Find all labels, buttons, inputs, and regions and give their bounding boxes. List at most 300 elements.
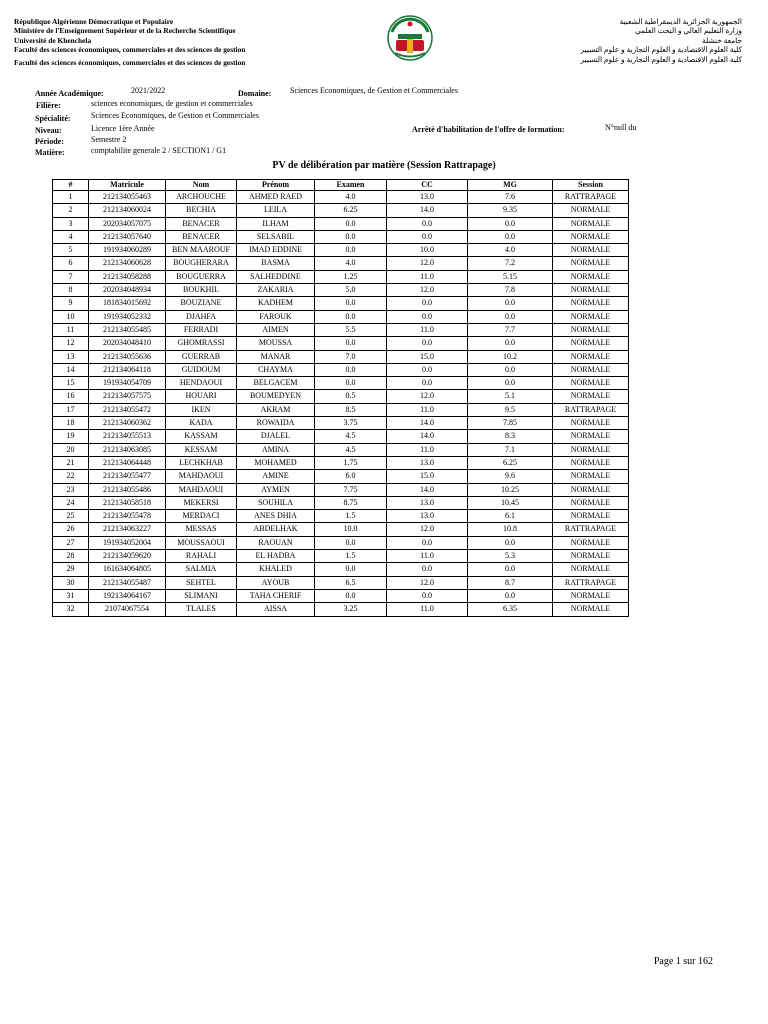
examen-cell: 8.5: [315, 403, 387, 416]
row-index: 5: [53, 244, 89, 257]
session-cell: NORMALE: [553, 337, 629, 350]
header-right-line: كلية العلوم الاقتصادية و العلوم التجارية و علوم التسيير: [580, 54, 742, 64]
row-index: 2: [53, 204, 89, 217]
table-row: [53, 603, 629, 616]
session-cell: NORMALE: [553, 496, 629, 509]
prenom-cell: KADHEM: [237, 297, 315, 310]
matricule-cell: 181834015692: [89, 297, 166, 310]
column-header: Matricule: [89, 180, 166, 191]
mg-cell: 7.8: [468, 284, 553, 297]
mg-cell: 9.5: [468, 403, 553, 416]
matricule-cell: 212134058288: [89, 270, 166, 283]
prenom-cell: AMINA: [237, 443, 315, 456]
prenom-cell: ROWAIDA: [237, 417, 315, 430]
session-cell: RATTRAPAGE: [553, 191, 629, 204]
session-cell: RATTRAPAGE: [553, 523, 629, 536]
cc-cell: 0.0: [387, 563, 468, 576]
niveau-value: Licence 1ère Année: [91, 124, 155, 133]
session-cell: NORMALE: [553, 363, 629, 376]
nom-cell: SALMIA: [166, 563, 237, 576]
table-row: [53, 363, 629, 376]
row-index: 21: [53, 456, 89, 469]
annee-value: 2021/2022: [131, 86, 166, 95]
header-right-line: الجمهورية الجزائرية الديمقراطية الشعبية: [619, 17, 742, 26]
examen-cell: 4.0: [315, 191, 387, 204]
mg-cell: 9.35: [468, 204, 553, 217]
mg-cell: 0.0: [468, 536, 553, 549]
nom-cell: MAHDAOUI: [166, 470, 237, 483]
examen-cell: 1.25: [315, 270, 387, 283]
mg-cell: 0.0: [468, 363, 553, 376]
cc-cell: 14.0: [387, 430, 468, 443]
cc-cell: 11.0: [387, 403, 468, 416]
matricule-cell: 212134064118: [89, 363, 166, 376]
header-left-line: Faculté des sciences économiques, commerciales et des sciences de gestion: [14, 45, 246, 55]
nom-cell: IKEN: [166, 403, 237, 416]
nom-cell: BOUGUERRA: [166, 270, 237, 283]
prenom-cell: SELSABIL: [237, 230, 315, 243]
cc-cell: 11.0: [387, 270, 468, 283]
examen-cell: 1.5: [315, 510, 387, 523]
prenom-cell: DJALEL: [237, 430, 315, 443]
prenom-cell: TAHA CHERIF: [237, 589, 315, 602]
cc-cell: 0.0: [387, 230, 468, 243]
table-row: [53, 390, 629, 403]
nom-cell: MESSAS: [166, 523, 237, 536]
matricule-cell: 212134055636: [89, 350, 166, 363]
table-row: [53, 510, 629, 523]
annee-label: Année Académique:: [35, 89, 104, 98]
examen-cell: 0.0: [315, 337, 387, 350]
matricule-cell: 212134055487: [89, 576, 166, 589]
session-cell: NORMALE: [553, 430, 629, 443]
nom-cell: GUIDOUM: [166, 363, 237, 376]
specialite-label: Spécialité:: [35, 114, 71, 123]
header-right-line: وزارة التعليم العالي و البحث العلمي: [635, 26, 742, 36]
row-index: 28: [53, 550, 89, 563]
examen-cell: 7.0: [315, 350, 387, 363]
matricule-cell: 191934052332: [89, 310, 166, 323]
table-row: [53, 589, 629, 602]
examen-cell: 7.75: [315, 483, 387, 496]
row-index: 19: [53, 430, 89, 443]
header-left-line: Ministère de l'Enseignement Supérieur et de la Recherche Scientifique: [14, 26, 236, 36]
matricule-cell: 212134060024: [89, 204, 166, 217]
row-index: 12: [53, 337, 89, 350]
cc-cell: 12.0: [387, 390, 468, 403]
prenom-cell: SOUHILA: [237, 496, 315, 509]
cc-cell: 11.0: [387, 550, 468, 563]
examen-cell: 0.0: [315, 563, 387, 576]
session-cell: NORMALE: [553, 297, 629, 310]
session-cell: NORMALE: [553, 536, 629, 549]
periode-value: Semestre 2: [91, 135, 127, 144]
domaine-value: Sciences Economiques, de Gestion et Commerciales: [290, 86, 458, 95]
session-cell: NORMALE: [553, 310, 629, 323]
matricule-cell: 212134055486: [89, 483, 166, 496]
matricule-cell: 202034057075: [89, 217, 166, 230]
cc-cell: 0.0: [387, 217, 468, 230]
page-number: Page 1 sur 162: [653, 956, 713, 967]
cc-cell: 0.0: [387, 589, 468, 602]
matricule-cell: 212134063085: [89, 443, 166, 456]
cc-cell: 0.0: [387, 536, 468, 549]
table-row: [53, 270, 629, 283]
table-row: [53, 230, 629, 243]
nom-cell: HENDAOUI: [166, 377, 237, 390]
row-index: 9: [53, 297, 89, 310]
periode-label: Période:: [35, 137, 64, 146]
nom-cell: SEHTEL: [166, 576, 237, 589]
prenom-cell: MOHAMED: [237, 456, 315, 469]
specialite-value: Sciences Economiques, de Gestion et Commerciales: [91, 111, 259, 120]
session-cell: NORMALE: [553, 284, 629, 297]
examen-cell: 0.0: [315, 363, 387, 376]
row-index: 30: [53, 576, 89, 589]
matricule-cell: 212134057575: [89, 390, 166, 403]
row-index: 24: [53, 496, 89, 509]
table-row: [53, 523, 629, 536]
row-index: 7: [53, 270, 89, 283]
examen-cell: 0.0: [315, 217, 387, 230]
session-cell: NORMALE: [553, 244, 629, 257]
row-index: 18: [53, 417, 89, 430]
grades-table: [52, 179, 629, 617]
row-index: 29: [53, 563, 89, 576]
mg-cell: 0.0: [468, 297, 553, 310]
table-row: [53, 563, 629, 576]
cc-cell: 12.0: [387, 284, 468, 297]
document-title: PV de délibération par matière (Session Rattrapage): [272, 160, 496, 171]
cc-cell: 13.0: [387, 191, 468, 204]
nom-cell: ARCHOUCHE: [166, 191, 237, 204]
table-row: [53, 191, 629, 204]
prenom-cell: MANAR: [237, 350, 315, 363]
table-row: [53, 403, 629, 416]
table-row: [53, 443, 629, 456]
row-index: 27: [53, 536, 89, 549]
niveau-label: Niveau:: [35, 126, 62, 135]
prenom-cell: BASMA: [237, 257, 315, 270]
nom-cell: BENACER: [166, 217, 237, 230]
prenom-cell: AMINE: [237, 470, 315, 483]
examen-cell: 0.0: [315, 310, 387, 323]
mg-cell: 5.3: [468, 550, 553, 563]
row-index: 16: [53, 390, 89, 403]
prenom-cell: AYMEN: [237, 483, 315, 496]
session-cell: NORMALE: [553, 510, 629, 523]
nom-cell: GUERRAB: [166, 350, 237, 363]
session-cell: NORMALE: [553, 589, 629, 602]
cc-cell: 13.0: [387, 456, 468, 469]
nom-cell: MEKERSI: [166, 496, 237, 509]
session-cell: NORMALE: [553, 550, 629, 563]
matricule-cell: 202034048410: [89, 337, 166, 350]
mg-cell: 7.85: [468, 417, 553, 430]
table-row: [53, 297, 629, 310]
session-cell: NORMALE: [553, 443, 629, 456]
matricule-cell: 202034048934: [89, 284, 166, 297]
prenom-cell: FAROUK: [237, 310, 315, 323]
table-body: [53, 191, 629, 617]
row-index: 13: [53, 350, 89, 363]
row-index: 23: [53, 483, 89, 496]
mg-cell: 9.6: [468, 470, 553, 483]
examen-cell: 0.0: [315, 297, 387, 310]
university-logo: [383, 12, 437, 62]
prenom-cell: LEILA: [237, 204, 315, 217]
examen-cell: 0.0: [315, 377, 387, 390]
prenom-cell: CHAYMA: [237, 363, 315, 376]
table-row: [53, 430, 629, 443]
matricule-cell: 21074067554: [89, 603, 166, 616]
matricule-cell: 192134064167: [89, 589, 166, 602]
mg-cell: 10.8: [468, 523, 553, 536]
matricule-cell: 212134055478: [89, 510, 166, 523]
mg-cell: 6.35: [468, 603, 553, 616]
table-row: [53, 217, 629, 230]
mg-cell: 6.1: [468, 510, 553, 523]
mg-cell: 0.0: [468, 589, 553, 602]
table-header-row: [53, 180, 629, 191]
examen-cell: 6.25: [315, 204, 387, 217]
row-index: 15: [53, 377, 89, 390]
filiere-label: Filière:: [36, 101, 61, 110]
session-cell: NORMALE: [553, 417, 629, 430]
header-right-line: كلية العلوم الاقتصادية و العلوم التجارية و علوم التسيير: [580, 45, 742, 55]
examen-cell: 0.5: [315, 390, 387, 403]
header-left-line: Faculté des sciences économiques, commerciales et des sciences de gestion: [14, 57, 246, 67]
table-row: [53, 377, 629, 390]
matricule-cell: 212134064448: [89, 456, 166, 469]
table-row: [53, 483, 629, 496]
session-cell: NORMALE: [553, 563, 629, 576]
header-left-line: Université de Khenchela: [14, 35, 92, 45]
header-right-line: جامعة خنشلة: [702, 35, 742, 45]
nom-cell: BENACER: [166, 230, 237, 243]
prenom-cell: AIMEN: [237, 323, 315, 336]
column-header: Prénom: [237, 180, 315, 191]
prenom-cell: ANES DHIA: [237, 510, 315, 523]
matricule-cell: 161634064805: [89, 563, 166, 576]
mg-cell: 0.0: [468, 310, 553, 323]
session-cell: NORMALE: [553, 323, 629, 336]
cc-cell: 0.0: [387, 297, 468, 310]
column-header: Nom: [166, 180, 237, 191]
header-left-line: République Algérienne Démocratique et Populaire: [14, 17, 174, 26]
matricule-cell: 212134057640: [89, 230, 166, 243]
mg-cell: 10.45: [468, 496, 553, 509]
session-cell: NORMALE: [553, 390, 629, 403]
row-index: 31: [53, 589, 89, 602]
row-index: 11: [53, 323, 89, 336]
prenom-cell: AKRAM: [237, 403, 315, 416]
row-index: 8: [53, 284, 89, 297]
cc-cell: 11.0: [387, 603, 468, 616]
table-row: [53, 536, 629, 549]
table-row: [53, 470, 629, 483]
row-index: 3: [53, 217, 89, 230]
nom-cell: FERRADI: [166, 323, 237, 336]
nom-cell: BEN MAAROUF: [166, 244, 237, 257]
mg-cell: 0.0: [468, 230, 553, 243]
column-header: MG: [468, 180, 553, 191]
matricule-cell: 212134060362: [89, 417, 166, 430]
arrete-value: N°null du: [605, 123, 637, 132]
row-index: 32: [53, 603, 89, 616]
matricule-cell: 212134059620: [89, 550, 166, 563]
cc-cell: 11.0: [387, 443, 468, 456]
row-index: 22: [53, 470, 89, 483]
cc-cell: 11.0: [387, 323, 468, 336]
cc-cell: 14.0: [387, 417, 468, 430]
mg-cell: 0.0: [468, 337, 553, 350]
nom-cell: BOUKHIL: [166, 284, 237, 297]
prenom-cell: AISSA: [237, 603, 315, 616]
row-index: 25: [53, 510, 89, 523]
prenom-cell: RAOUAN: [237, 536, 315, 549]
matricule-cell: 212134055463: [89, 191, 166, 204]
session-cell: NORMALE: [553, 483, 629, 496]
cc-cell: 14.0: [387, 483, 468, 496]
table-row: [53, 310, 629, 323]
mg-cell: 0.0: [468, 563, 553, 576]
nom-cell: BOUZIANE: [166, 297, 237, 310]
prenom-cell: ZAKARIA: [237, 284, 315, 297]
prenom-cell: MOUSSA: [237, 337, 315, 350]
matricule-cell: 212134055472: [89, 403, 166, 416]
mg-cell: 7.6: [468, 191, 553, 204]
arrete-label: Arrêté d'habilitation de l'offre de formation:: [412, 125, 565, 134]
nom-cell: BOUGHERARA: [166, 257, 237, 270]
examen-cell: 8.75: [315, 496, 387, 509]
header-left: [14, 17, 245, 67]
matricule-cell: 191934054709: [89, 377, 166, 390]
examen-cell: 1.5: [315, 550, 387, 563]
examen-cell: 0.0: [315, 536, 387, 549]
prenom-cell: EL HADBA: [237, 550, 315, 563]
mg-cell: 7.7: [468, 323, 553, 336]
nom-cell: DJAHFA: [166, 310, 237, 323]
table-row: [53, 204, 629, 217]
row-index: 26: [53, 523, 89, 536]
examen-cell: 4.0: [315, 257, 387, 270]
nom-cell: HOUARI: [166, 390, 237, 403]
nom-cell: BECHIA: [166, 204, 237, 217]
examen-cell: 3.75: [315, 417, 387, 430]
prenom-cell: BELGACEM: [237, 377, 315, 390]
nom-cell: RAHALI: [166, 550, 237, 563]
examen-cell: 0.0: [315, 230, 387, 243]
table-row: [53, 417, 629, 430]
matricule-cell: 212134055513: [89, 430, 166, 443]
matiere-label: Matière:: [35, 148, 65, 157]
examen-cell: 4.5: [315, 430, 387, 443]
session-cell: NORMALE: [553, 204, 629, 217]
cc-cell: 10.0: [387, 244, 468, 257]
matiere-value: comptabilite generale 2 / SECTION1 / G1: [91, 146, 227, 155]
session-cell: NORMALE: [553, 470, 629, 483]
prenom-cell: SALHEDDINE: [237, 270, 315, 283]
mg-cell: 0.0: [468, 377, 553, 390]
row-index: 1: [53, 191, 89, 204]
cc-cell: 12.0: [387, 523, 468, 536]
mg-cell: 10.25: [468, 483, 553, 496]
row-index: 14: [53, 363, 89, 376]
nom-cell: SLIMANI: [166, 589, 237, 602]
session-cell: NORMALE: [553, 350, 629, 363]
matricule-cell: 191934052004: [89, 536, 166, 549]
examen-cell: 0.0: [315, 244, 387, 257]
column-header: Session: [553, 180, 629, 191]
session-cell: NORMALE: [553, 230, 629, 243]
matricule-cell: 191934060289: [89, 244, 166, 257]
table-row: [53, 350, 629, 363]
table-row: [53, 244, 629, 257]
domaine-label: Domaine:: [238, 89, 272, 98]
cc-cell: 15.0: [387, 350, 468, 363]
cc-cell: 15.0: [387, 470, 468, 483]
table-row: [53, 257, 629, 270]
session-cell: NORMALE: [553, 217, 629, 230]
examen-cell: 5.5: [315, 323, 387, 336]
row-index: 6: [53, 257, 89, 270]
mg-cell: 8.3: [468, 430, 553, 443]
session-cell: RATTRAPAGE: [553, 403, 629, 416]
prenom-cell: ILHAM: [237, 217, 315, 230]
session-cell: NORMALE: [553, 603, 629, 616]
row-index: 17: [53, 403, 89, 416]
column-header: Examen: [315, 180, 387, 191]
filiere-value: sciences economiques, de gestion et commerciales: [91, 99, 253, 108]
cc-cell: 13.0: [387, 510, 468, 523]
nom-cell: MAHDAOUI: [166, 483, 237, 496]
examen-cell: 4.5: [315, 443, 387, 456]
nom-cell: MOUSSAOUI: [166, 536, 237, 549]
examen-cell: 1.75: [315, 456, 387, 469]
table-row: [53, 496, 629, 509]
session-cell: NORMALE: [553, 456, 629, 469]
matricule-cell: 212134058518: [89, 496, 166, 509]
table-row: [53, 284, 629, 297]
mg-cell: 5.15: [468, 270, 553, 283]
column-header: #: [53, 180, 89, 191]
mg-cell: 8.7: [468, 576, 553, 589]
cc-cell: 12.0: [387, 257, 468, 270]
table-row: [53, 550, 629, 563]
session-cell: RATTRAPAGE: [553, 576, 629, 589]
session-cell: NORMALE: [553, 377, 629, 390]
cc-cell: 0.0: [387, 363, 468, 376]
nom-cell: LECHKHAB: [166, 456, 237, 469]
matricule-cell: 212134055485: [89, 323, 166, 336]
table-row: [53, 456, 629, 469]
examen-cell: 0.0: [315, 589, 387, 602]
row-index: 20: [53, 443, 89, 456]
prenom-cell: ABDELHAK: [237, 523, 315, 536]
row-index: 10: [53, 310, 89, 323]
examen-cell: 3.25: [315, 603, 387, 616]
nom-cell: MERDACI: [166, 510, 237, 523]
examen-cell: 6.5: [315, 576, 387, 589]
prenom-cell: KHALED: [237, 563, 315, 576]
prenom-cell: AYOUB: [237, 576, 315, 589]
examen-cell: 6.0: [315, 470, 387, 483]
cc-cell: 0.0: [387, 310, 468, 323]
examen-cell: 10.0: [315, 523, 387, 536]
cc-cell: 14.0: [387, 204, 468, 217]
mg-cell: 4.0: [468, 244, 553, 257]
